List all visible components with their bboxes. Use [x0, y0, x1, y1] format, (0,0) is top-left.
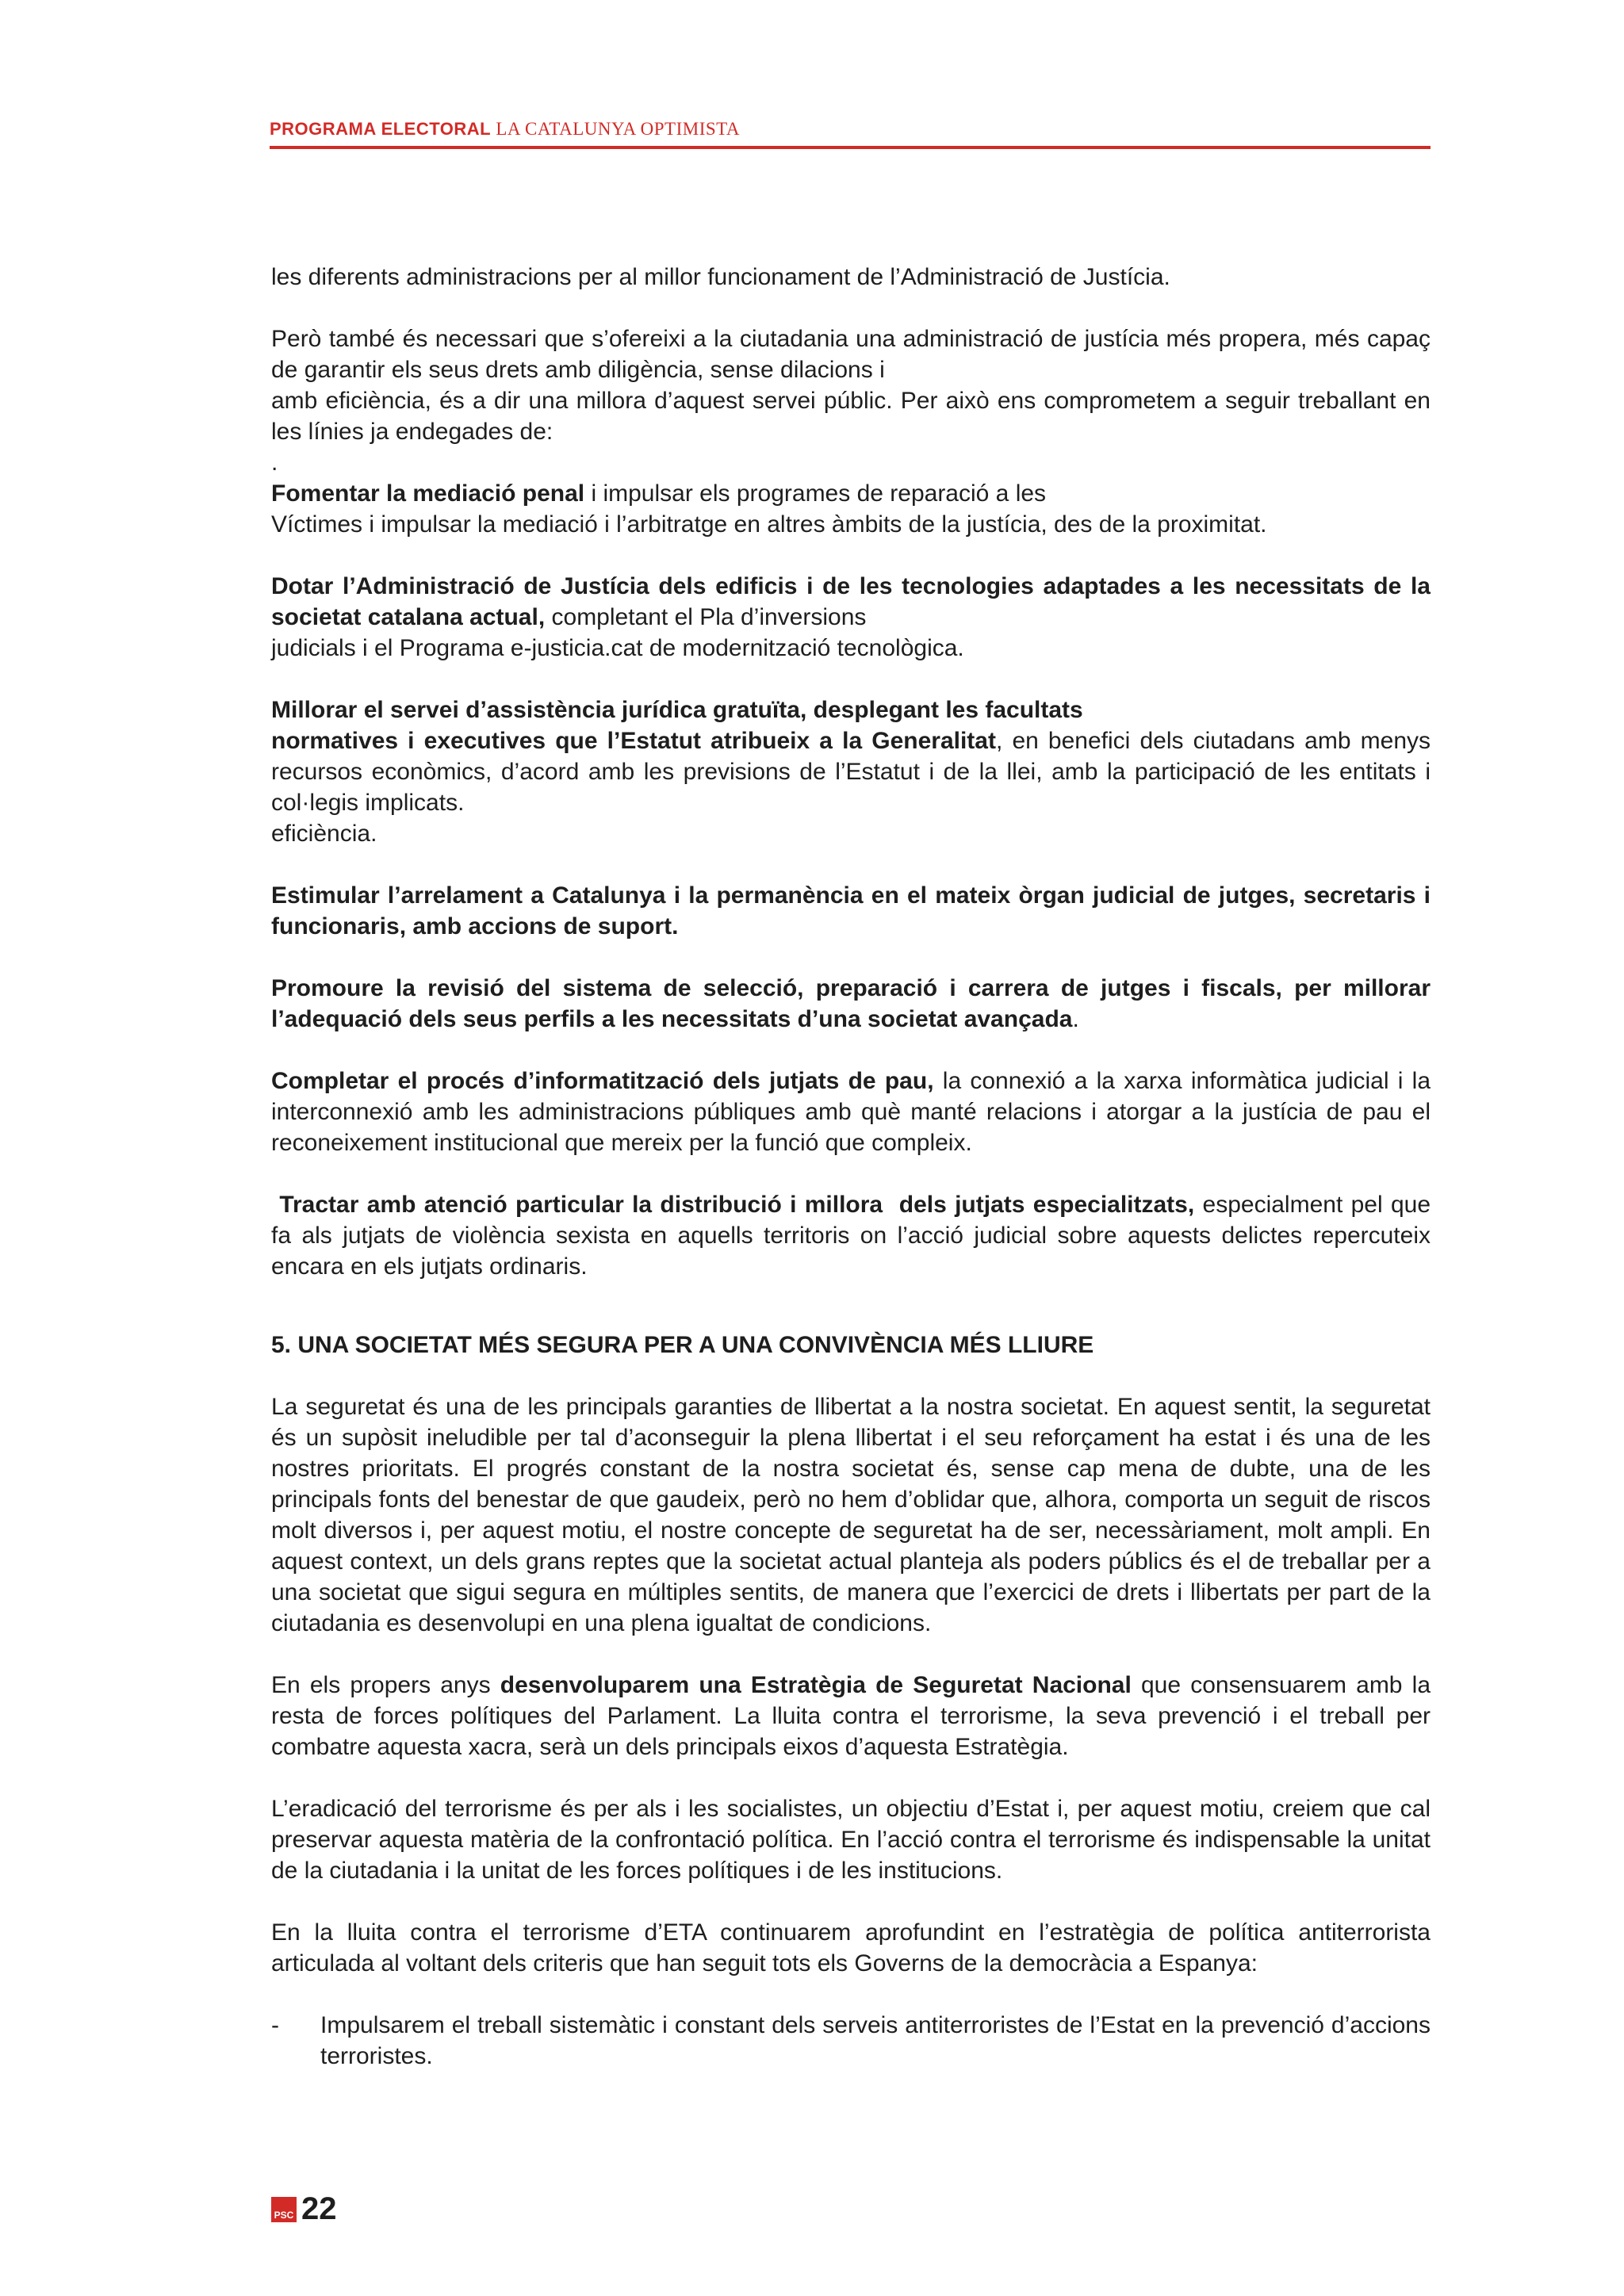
paragraph: L’eradicació del terrorisme és per als i les socialistes, un objectiu d’Estat i, per aquest motiu, creiem que cal preservar aquesta matèria de la confrontació política. En l’acció contra el terrorisme és indispensable la unitat de la ciutadania i la unitat de les forces polítiques i de les institucions. [271, 1796, 1431, 1884]
bullet-dash: - [271, 2012, 279, 2038]
paragraph: Estimular l’arrelament a Catalunya i la permanència en el mateix òrgan judicial de jutges, secretaris i funcionaris, amb accions de suport. [271, 882, 1431, 939]
list-item [271, 2010, 1431, 2072]
paragraph: Dotar l’Administració de Justícia dels edificis i de les tecnologies adaptades a les necessitats de la societat catalana actual, completant el Pla d’inversions judicials i el Programa e-justicia.cat de modernització tecnològica. [271, 573, 1431, 661]
header-program-label: PROGRAMA ELECTORAL [270, 119, 492, 139]
paragraph: Promoure la revisió del sistema de selecció, preparació i carrera de jutges i fiscals, per millorar l’adequació dels seus perfils a les necessitats d’una societat avançada. [271, 975, 1431, 1032]
paragraph: En la lluita contra el terrorisme d’ETA continuarem aprofundint en l’estratègia de política antiterrorista articulada al voltant dels criteris que han seguit tots els Governs de la democràcia a Espanya: [271, 1919, 1431, 1976]
paragraph: La seguretat és una de les principals garanties de llibertat a la nostra societat. En aquest sentit, la seguretat és un supòsit ineludible per tal d’aconseguir la plena llibertat i el seu reforçament ha estat i és una de les nostres prioritats. El progrés constant de la nostra societat és, sense cap mena de dubte, una de les principals fonts del benestar de que gaudeix, però no hem d’oblidar que, alhora, comporta un seguit de riscos molt diversos i, per aquest motiu, el nostre concepte de seguretat ha de ser, necessàriament, molt ampli. En aquest context, un dels grans reptes que la societat actual planteja als poders públics és el de treballar per a una societat que sigui segura en múltiples sentits, de manera que l’exercici de drets i llibertats per part de la ciutadania es desenvolupi en una plena igualtat de condicions. [271, 1394, 1431, 1636]
page-number: 22 [301, 2191, 337, 2226]
section-heading: 5. UNA SOCIETAT MÉS SEGURA PER A UNA CONVIVÈNCIA MÉS LLIURE [271, 1332, 1094, 1358]
paragraph: Millorar el servei d’assistència jurídica gratuïta, desplegant les facultats normatives i executives que l’Estatut atribueix a la Generalitat, en benefici dels ciutadans amb menys recursos econòmics, d’acord amb les previsions de l’Estatut i de la llei, amb la participació de les entitats i col·legis implicats. eficiència. [271, 697, 1431, 847]
paragraph: Completar el procés d’informatització dels jutjats de pau, la connexió a la xarxa informàtica judicial i la interconnexió amb les administracions públiques amb què manté relacions i atorgar a la justícia de pau el reconeixement institucional que mereix per la funció que compleix. [271, 1068, 1431, 1156]
paragraph: Tractar amb atenció particular la distribució i millora dels jutjats especialitzats, especialment pel que fa als jutjats de violència sexista en aquells territoris on l’acció judicial sobre aquests delictes repercuteix encara en els jutjats ordinaris. [271, 1192, 1431, 1280]
page-footer [271, 2191, 337, 2227]
page-header [270, 119, 1431, 149]
paragraph: Però també és necessari que s’ofereixi a la ciutadania una administració de justícia més propera, més capaç de garantir els seus drets amb diligència, sense dilacions i amb eficiència, és a dir una millora d’aquest servei públic. Per això ens comprometem a seguir treballant en les línies ja endegades de: . Fomentar la mediació penal i impulsar els programes de reparació a les Víctimes i impulsar la mediació i l’arbitratge en altres àmbits de la justícia, des de la proximitat. [271, 326, 1431, 538]
document-body [271, 262, 1431, 2072]
header-title: LA CATALUNYA OPTIMISTA [491, 119, 740, 139]
paragraph: les diferents administracions per al millor funcionament de l’Administració de Justícia. [271, 264, 1170, 290]
list-item-text: Impulsarem el treball sistemàtic i constant dels serveis antiterroristes de l’Estat en la prevenció d’accions terroristes. [320, 2012, 1431, 2069]
paragraph: En els propers anys desenvoluparem una Estratègia de Seguretat Nacional que consensuarem amb la resta de forces polítiques del Parlament. La lluita contra el terrorisme, la seva prevenció i el treball per combatre aquesta xacra, serà un dels principals eixos d’aquesta Estratègia. [271, 1672, 1431, 1760]
psc-logo: PSC [271, 2197, 297, 2222]
